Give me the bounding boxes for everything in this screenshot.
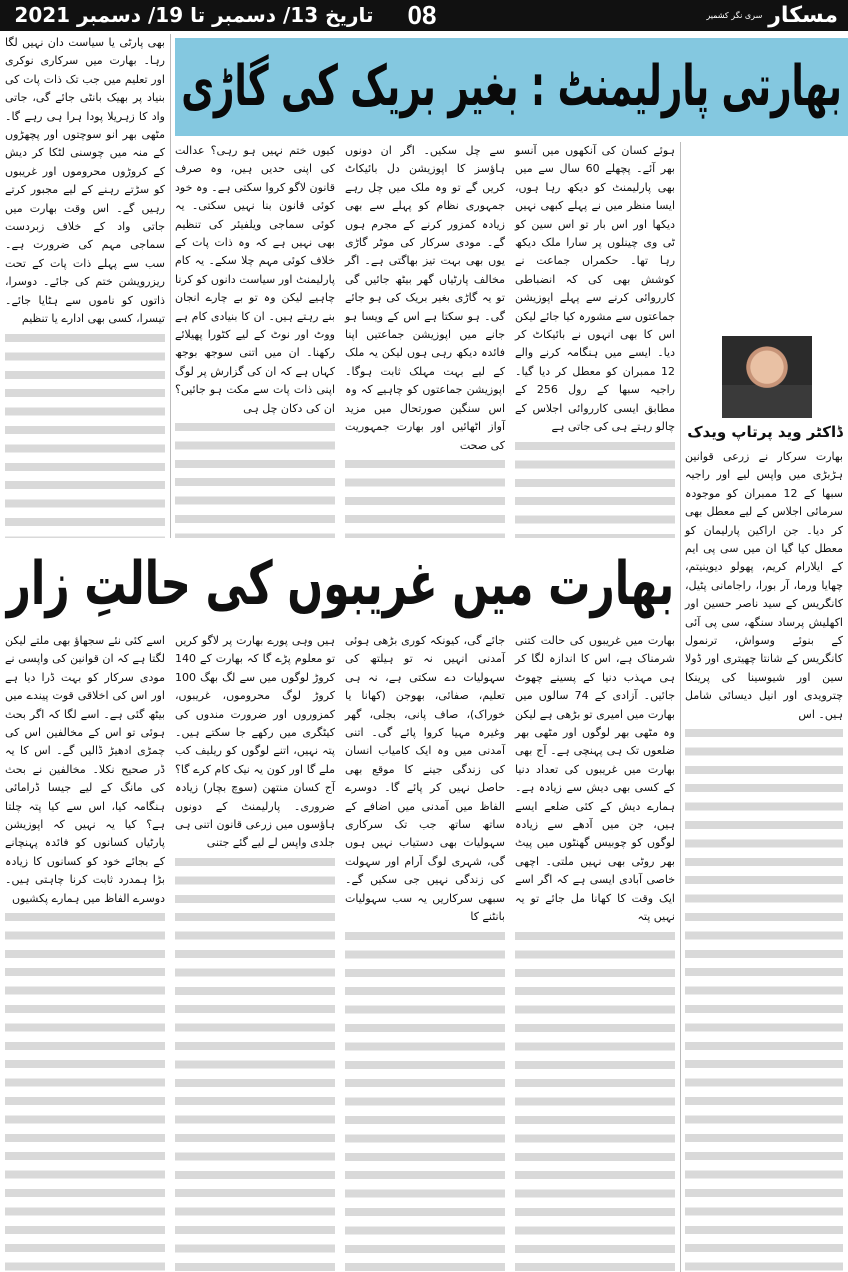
- article-column: [170, 632, 340, 1272]
- column-text: سے چل سکیں۔ اگر ان دونوں ہاؤسز کا اپوزیشن دل بائیکاٹ کریں گے تو وہ ملک میں چل رہے جمہوری نظام کو پہلے سے بھی زیادہ کمزور کرنے کے مجرم ہوں گے۔ مودی سرکار کی موٹر گاڑی یوں بھی بہت تیز بھاگتی ہے۔ اگر مخالف پارٹیاں گھر بیٹھ جائیں گی تو یہ گاڑی بغیر بریک کی ہو جائے گی۔ ہو سکتا ہے اس کے ویسا ہو جانے میں اپوزیشن جماعتیں اپنا فائدہ دیکھ رہی ہوں لیکن یہ ملک کے لیے بہت مہلک ثابت ہوگا۔ اپوزیشن جماعتوں کو چاہیے کہ وہ اس سنگین صورتحال میں مزید آواز اٹھائیں اور بھارت جمہوریت کی صحت: [345, 144, 505, 452]
- article-column: [340, 632, 510, 1272]
- text-continuation: [5, 908, 165, 1272]
- article-column: [0, 632, 170, 1272]
- column-divider: [170, 34, 171, 538]
- headline-text: بھارت میں غریبوں کی حالتِ زار: [6, 549, 674, 619]
- article-headline-poverty: [0, 540, 680, 628]
- column-text: ہیں وہی پورے بھارت پر لاگو کریں تو معلوم پڑے گا کہ بھارت کے 140 کروڑ لوگوں میں سے لگ بھگ 100 کروڑ لوگ محروموں، غریبوں، کمزوروں اور ضرورت مندوں کی کیٹگری میں رکھے جا سکتے ہیں۔ پتہ نہیں، اتنے لوگوں کو ریلیف کب ملے گا اور کون یہ نیک کام کرے گا؟ آج کسان منتھن (سوچ بچار) زیادہ ضروری۔ پارلیمنٹ کے دونوں ہاؤسوں میں زرعی قانون اتنی ہی جلدی واپس لے لیے گئے جتنی: [175, 634, 335, 850]
- column-text: بھارت میں غریبوں کی حالت کتنی شرمناک ہے، اس کا اندازہ لگا کر ہی مہذب دنیا کے پسینے چھوٹ جائیں۔ آزادی کے 74 سالوں میں بھارت میں امیری تو بڑھی ہے لیکن وہ مٹھی بھر لوگوں اور مٹھی بھر ضلعوں تک ہی پہنچی ہے۔ آج بھی بھارت میں غریبوں کی تعداد دنیا کے کسی بھی دیش سے زیادہ ہے۔ ہمارے دیش کے کئی ضلعے ایسے ہیں، جن میں آدھے سے زیادہ لوگوں کو چوبیس گھنٹوں میں پیٹ بھر روٹی بھی نہیں ملتی۔ اچھی خاصی آبادی ایسی ہے کہ اگر اسے ایک وقت کا کھانا مل جائے تو یہ نہیں پتہ: [515, 634, 675, 924]
- column-text: اسے کئی نئے سجھاؤ بھی ملتے لیکن لگتا ہے کہ ان قوانین کی واپسی نے مودی سرکار کو بہت ڈرا دیا ہے اور اس کی اخلاقی قوت پیندے میں بیٹھ گئی ہے۔ اسے لگا کہ اگر بحث ہوئی تو اس کے مخالفین اس کی چمڑی ادھیڑ ڈالیں گے۔ اس کا یہ ڈر صحیح نکلا۔ مخالفین نے بحث کی مانگ کے لیے جیسا ڈرامائی ہنگامہ کیا، اس سے کیا پتہ چلتا ہے؟ کیا یہ نہیں کہ اپوزیشن پارٹیاں کسانوں کو فائدہ پہنچانے کے بجائے خود کو کسانوں کا زیادہ بڑا ہمدرد ثابت کرنا چاہتی ہیں۔ دوسرے الفاظ میں ہمارے پکشیوں: [5, 634, 165, 905]
- logo-subtitle: سری نگر کشمیر: [706, 10, 763, 20]
- text-continuation: [175, 853, 335, 1272]
- headline-text: بھارتی پارلیمنٹ : بغیر بریک کی گاڑی: [181, 54, 842, 119]
- article-column: [170, 142, 340, 538]
- article-column: [340, 142, 510, 538]
- text-continuation: [345, 455, 505, 538]
- text-continuation: [5, 329, 165, 539]
- text-continuation: [175, 418, 335, 538]
- article-column: [0, 34, 170, 538]
- column-text: بھی پارٹی یا سیاست دان نہیں لگا رہا۔ بھارت میں سرکاری نوکری اور تعلیم میں جب تک ذات پات کی بنیاد پر بھیک بانٹی جائے گی، جاتی واد کا زہریلا پودا ہرا ہی رہے گا۔ مٹھی بھر انو سوچتوں اور پچھڑوں کے منہ میں چوسنی لٹکا کر دیش کے کروڑوں محروموں اور غریبوں کو سڑتے رہنے کے لیے مجبور کرتے رہیں گے۔ اس وقت بھارت میں جاتی واد کے خلاف زبردست سماجی مہم کی ضرورت ہے۔ سب سے پہلے ذات پات کے تحت ریزرویشن ختم کی جائے۔ دوسرا، ذاتوں کو ناموں سے ہٹایا جائے۔ تیسرا، کسی بھی ادارے یا تنظیم: [5, 36, 165, 326]
- column-text: جائے گی، کیونکہ کوری بڑھی ہوئی آمدنی انہیں نہ تو ہیلتھ کی سہولیات دے سکتی ہے، نہ ہی تعلیم، صفائی، بھوجن (کھانا یا خوراک)، صاف پانی، بجلی، گھر وغیرہ مہیا کروا پائے گی۔ اتنی آمدنی میں وہ ایک کامیاب انسان کی زندگی جینے کا موقع بھی حاصل نہیں کر پائے گا۔ دوسرے الفاظ میں آمدنی میں اضافے کے ساتھ ساتھ جب تک سرکاری سہولیات بھی دستیاب نہیں ہوں گی، شہری لوگ آرام اور سہولت کی زندگی نہیں جی سکیں گے۔ سبھی سرکاریں یہ سب سہولیات بانٹنے کا: [345, 634, 505, 924]
- text-continuation: [345, 927, 505, 1272]
- text-continuation: [685, 724, 843, 1272]
- column-text: ہوئے کسان کی آنکھوں میں آنسو بھر آئے۔ پچھلے 60 سال سے میں بھی پارلیمنٹ کو دیکھ رہا ہوں، ایسا منظر میں نے پہلے کبھی نہیں دیکھا اور اس بار تو اس سین کو ٹی وی چینلوں پر سارا ملک دیکھ رہا تھا۔ حکمراں جماعت نے کوشش بھی کی کہ انضباطی کارروائی کرنے سے پہلے اپوزیشن جماعتوں سے مشورہ کیا جائے لیکن اس کا بھی انہوں نے بائیکاٹ کر دیا۔ ایسے میں ہنگامہ کرنے والے 12 ممبران کو معطل کر دیا گیا۔ راجیہ سبھا کے رول 256 کے مطابق ایسی کارروائی اجلاس کے چالو رہتے ہی کی جاتی ہے: [515, 144, 675, 434]
- author-photo: [722, 336, 812, 418]
- issue-date-box: [8, 0, 380, 31]
- author-byline: ڈاکٹر وید پرتاپ ویدک: [687, 423, 843, 441]
- column-divider: [680, 142, 681, 1272]
- article-column: [510, 632, 680, 1272]
- text-continuation: [515, 927, 675, 1272]
- column-text: کیوں ختم نہیں ہو رہی؟ عدالت کی اپنی حدیں ہیں، وہ صرف قانون لاگو کروا سکتی ہے۔ وہ خود کوئی قانون بنا نہیں سکتی۔ یہ کوئی سماجی ویلفیئر کی تنظیم بھی نہیں ہے کہ وہ ذات پات کے خلاف کوئی مہم چلا سکے۔ یہ کام پارلیمنٹ اور سیاست دانوں کو کرنا چاہیے لیکن وہ تو بے چارے انجان بنے رہتے ہیں۔ ان کا بنیادی کام ہے ووٹ اور نوٹ کے لیے کٹورا پھیلائے رکھنا۔ ان میں اتنی سوجھ بوجھ کہاں ہے کہ ان کی گزارش پر لوگ اپنی ذات پات سے مکت ہو جائیں؟ ان کی دکان چل ہی: [175, 144, 335, 415]
- newspaper-logo: [538, 0, 838, 31]
- page-number: 08: [407, 0, 437, 30]
- issue-date: تاریخ 13/ دسمبر تا 19/ دسمبر 2021: [14, 3, 374, 27]
- article-column: [680, 448, 848, 1272]
- masthead-bar: [0, 0, 848, 31]
- column-text: بھارت سرکار نے زرعی قوانین ہڑبڑی میں واپس لیے اور راجیہ سبھا کے 12 ممبران کو موجودہ سرمائی اجلاس کے لیے معطل بھی کر دیا۔ جن اراکین پارلیمان کو معطل کیا گیا ان میں سی پی ایم کے ایلارام کریم، پھولو دیوینیتم، چھایا ورما، آر بورا، راجامانی پٹیل، کانگریس کے سید ناصر حسین اور اکھلیش پرساد سنگھ، سی پی آئی کے بنوئے وسواش، ترنمول کانگریس کے شانتا چھیتری اور ڈولا سین اور شیوسینا کی پرینکا چترویدی اور انیل دیسائی شامل ہیں۔ اس: [685, 450, 843, 721]
- article-headline-parliament: [175, 38, 848, 136]
- article-column: [510, 142, 680, 538]
- logo-text: مسکار: [768, 3, 838, 28]
- text-continuation: [515, 437, 675, 539]
